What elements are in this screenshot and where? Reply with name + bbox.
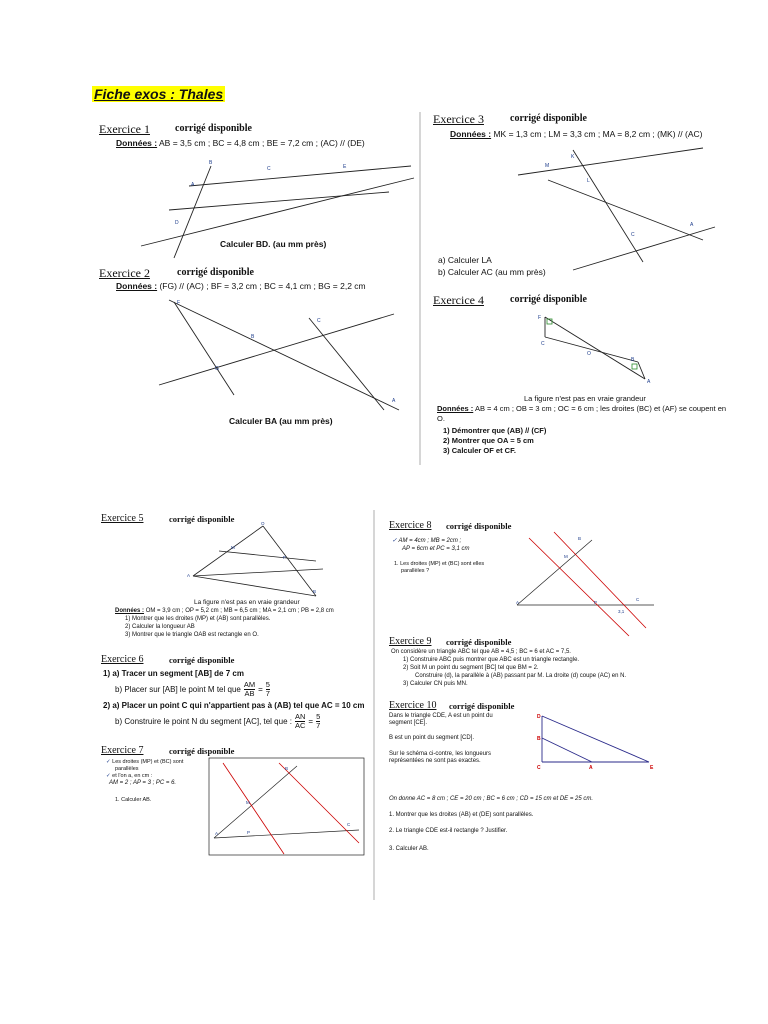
point-label: A (187, 573, 191, 578)
exercise-5 (101, 513, 371, 643)
exercise-10-question-3: 3. Calculer AB. (389, 846, 429, 852)
point-label: K (571, 154, 575, 160)
exercise-6-question-2b (115, 713, 320, 730)
bullet-text: et l'on a, en cm : (112, 773, 153, 779)
exercise-5-corrige: corrigé disponible (169, 514, 235, 524)
exercise-7-bullet-2 (106, 773, 152, 780)
exercise-6-corrige: corrigé disponible (169, 655, 235, 665)
point-label: A (589, 765, 593, 771)
exercise-10-text-1: Dans le triangle CDE, A est un point du (389, 713, 493, 719)
exercise-3-figure (433, 140, 753, 260)
exercise-6-question-1a: 1) a) Tracer un segment [AB] de 7 cm (103, 669, 244, 678)
donnees-label: Données : (116, 281, 158, 291)
exercise-4-figure (433, 307, 753, 387)
exercise-9 (389, 636, 759, 696)
point-label: A (647, 379, 651, 385)
point-label: D (175, 220, 179, 226)
exercise-7-bullet-2b: AM = 2 ; AP = 3 ; PC = 6. (109, 780, 177, 786)
exercise-7-question-1: 1. Calculer AB. (115, 797, 152, 803)
point-label: C (636, 597, 640, 602)
exercise-5-question-3: 3) Montrer que le triangle OAB est rectangle en O. (125, 632, 259, 638)
exercise-5-note: La figure n'est pas en vraie grandeur (194, 599, 300, 606)
fraction-numerator: 5 (265, 680, 270, 689)
donnees-label: Données : (116, 138, 158, 148)
point-label: C (267, 166, 271, 172)
exercise-6-question-1b (115, 681, 270, 698)
exercise-6 (101, 654, 371, 738)
fraction-denominator: 7 (265, 689, 270, 698)
exercise-10-heading: Exercice 10 (389, 700, 437, 711)
exercise-8-question-1: 1. Les droites (MP) et (BC) sont elles (394, 561, 485, 567)
fraction-denominator: 7 (316, 721, 321, 730)
point-label: O (587, 351, 591, 357)
point-label: B (313, 589, 317, 594)
donnees-label: Données : (115, 608, 145, 614)
fraction-an-ac (295, 713, 305, 730)
fraction-numerator: 5 (316, 712, 321, 721)
exercise-3 (433, 112, 753, 282)
exercise-4-donnees-end: O. (437, 414, 445, 423)
exercise-8-heading: Exercice 8 (389, 520, 432, 531)
donnees-text: AB = 4 cm ; OB = 3 cm ; OC = 6 cm ; les droites (BC) et (AF) se coupent en (474, 404, 727, 413)
donnees-text: (FG) // (AC) ; BF = 3,2 cm ; BC = 4,1 cm ; BG = 2,2 cm (159, 281, 366, 291)
exercise-4-question-3: 3) Calculer OF et CF. (443, 446, 516, 455)
bullet-text: AM = 4cm ; MB = 2cm ; (398, 538, 462, 544)
exercise-10-figure (537, 714, 677, 774)
exercise-9-corrige: corrigé disponible (446, 637, 512, 647)
exercise-9-heading: Exercice 9 (389, 636, 432, 647)
point-label: C (541, 341, 545, 347)
point-label: A (392, 398, 396, 404)
fraction-numerator: AN (294, 712, 306, 721)
fraction-numerator: AM (243, 680, 256, 689)
exercise-9-question-3: 3) Calculer CN puis MN. (403, 681, 468, 687)
exercise-10-text-1b: segment [CE]. (389, 720, 428, 726)
fraction-5-7 (316, 713, 320, 730)
exercise-10-corrige: corrigé disponible (449, 701, 515, 711)
point-label: P (283, 555, 287, 560)
donnees-label: Données : (437, 404, 474, 413)
question-text: b) Construire le point N du segment [AC], tel que : (115, 716, 292, 726)
exercise-6-heading: Exercice 6 (101, 654, 144, 665)
donnees-text: OM = 3,9 cm ; OP = 5,2 cm ; MB = 6,5 cm ; MA = 2,1 cm ; PB = 2,8 cm (145, 608, 334, 614)
point-label: A (690, 222, 694, 228)
exercise-5-question-2: 2) Calculer la longueur AB (125, 624, 195, 630)
check-icon: ✓ (106, 759, 113, 765)
point-label: F (538, 315, 542, 321)
exercise-5-question-1: 1) Montrer que les droites (MP) et (AB) sont parallèles. (125, 616, 271, 622)
exercise-3-corrige: corrigé disponible (510, 113, 587, 124)
exercise-4-note: La figure n'est pas en vraie grandeur (524, 394, 646, 403)
point-label: B (285, 766, 289, 771)
exercise-2 (99, 266, 419, 431)
equals-sign: = (308, 716, 314, 726)
point-label: O (261, 521, 265, 526)
exercise-7-bullet-1 (106, 759, 183, 766)
point-label: G (215, 366, 219, 372)
exercise-4 (433, 293, 753, 463)
exercise-8 (389, 520, 659, 635)
point-label: B (631, 357, 635, 363)
point-label: C (537, 765, 541, 771)
exercise-8-bullet-1 (392, 538, 461, 545)
question-text: b) Placer sur [AB] le point M tel que (115, 684, 241, 694)
exercise-2-heading: Exercice 2 (99, 266, 150, 280)
exercise-10 (389, 700, 759, 860)
exercise-6-question-2a: 2) a) Placer un point C qui n'appartient pas à (AB) tel que AC = 10 cm (103, 701, 365, 710)
exercise-2-task: Calculer BA (au mm près) (229, 416, 333, 426)
point-label: 3,1 (618, 609, 625, 614)
exercise-1-corrige: corrigé disponible (175, 123, 252, 134)
exercise-5-heading: Exercice 5 (101, 513, 144, 524)
exercise-10-question-1: 1. Montrer que les droites (AB) et (DE) sont parallèles. (389, 812, 534, 818)
exercise-1-heading: Exercice 1 (99, 122, 150, 136)
point-label: P (247, 830, 251, 835)
point-label: B (578, 536, 582, 541)
fraction-denominator: AB (244, 689, 255, 698)
exercise-8-bullet-1b: AP = 6cm et PC = 3,1 cm (402, 546, 470, 552)
exercise-4-corrige: corrigé disponible (510, 294, 587, 305)
check-icon: ✓ (392, 538, 399, 544)
point-label: E (343, 164, 347, 170)
exercise-2-corrige: corrigé disponible (177, 267, 254, 278)
exercise-1-donnees (116, 138, 365, 148)
donnees-label: Données : (450, 129, 492, 139)
bullet-text: Les droites (MP) et (BC) sont (112, 759, 184, 765)
fraction-5-7 (266, 681, 270, 698)
page-title: Fiche exos : Thales (94, 86, 224, 102)
exercise-4-question-2: 2) Montrer que OA = 5 cm (443, 436, 534, 445)
point-label: B (537, 736, 541, 742)
equals-sign: = (258, 684, 263, 694)
point-label: B (209, 160, 213, 166)
exercise-4-question-1: 1) Démontrer que (AB) // (CF) (443, 426, 547, 435)
exercise-4-donnees (437, 404, 726, 414)
point-label: D (537, 714, 541, 720)
fraction-denominator: AC (294, 721, 306, 730)
point-label: A (191, 182, 195, 188)
point-label: M (545, 163, 550, 169)
exercise-10-text-2: B est un point du segment [CD]. (389, 735, 475, 741)
exercise-7-bullet-1b: parallèles (115, 766, 139, 772)
exercise-1 (99, 122, 419, 257)
point-label: C (631, 232, 635, 238)
exercise-10-data: On donne AC = 8 cm ; CE = 20 cm ; BC = 6 cm ; CD = 15 cm et DE = 25 cm. (389, 796, 594, 802)
exercise-7-heading: Exercice 7 (101, 745, 144, 756)
exercise-7-corrige: corrigé disponible (169, 746, 235, 756)
exercise-3-question-a: a) Calculer LA (438, 255, 492, 265)
exercise-5-donnees (115, 608, 334, 615)
exercise-8-corrige: corrigé disponible (446, 521, 512, 531)
point-label: C (317, 318, 321, 324)
exercise-8-question-1b: parallèles ? (401, 568, 430, 574)
exercise-3-donnees (450, 129, 702, 139)
point-label: A (516, 600, 520, 605)
exercise-2-figure (99, 290, 419, 420)
point-label: A (215, 831, 219, 836)
point-label: F (177, 300, 181, 306)
point-label: M (564, 554, 568, 559)
exercise-1-task: Calculer BD. (au mm près) (220, 239, 327, 249)
check-icon: ✓ (106, 773, 113, 779)
point-label: L (587, 178, 590, 184)
point-label: C (347, 822, 351, 827)
exercise-7 (101, 745, 371, 855)
exercise-4-heading: Exercice 4 (433, 293, 484, 307)
exercise-5-figure (101, 521, 371, 601)
point-label: E (650, 765, 654, 771)
exercise-7-figure (209, 758, 365, 856)
donnees-text: AB = 3,5 cm ; BC = 4,8 cm ; BE = 7,2 cm ; (AC) // (DE) (159, 138, 365, 148)
exercise-10-text-3: Sur le schéma ci-contre, les longueurs (389, 751, 492, 757)
exercise-3-question-b: b) Calculer AC (au mm près) (438, 267, 546, 277)
point-label: M (246, 800, 250, 805)
exercise-9-intro: On considère un triangle ABC tel que AB = 4,5 ; BC = 6 et AC = 7,5. (391, 649, 571, 655)
exercise-8-figure (514, 528, 659, 636)
exercise-9-question-2: 2) Soit M un point du segment [BC] tel que BM = 2. (403, 665, 539, 671)
point-label: M (231, 545, 235, 550)
exercise-10-question-2: 2. Le triangle CDE est-il rectangle ? Justifier. (389, 828, 508, 834)
point-label: P (594, 600, 598, 605)
donnees-text: MK = 1,3 cm ; LM = 3,3 cm ; MA = 8,2 cm ; (MK) // (AC) (493, 129, 703, 139)
exercise-9-question-1: 1) Construire ABC puis montrer que ABC est un triangle rectangle. (403, 657, 580, 663)
point-label: B (251, 334, 255, 340)
exercise-3-heading: Exercice 3 (433, 112, 484, 126)
exercise-9-question-2b: Construire (d), la parallèle à (AB) passant par M. La droite (d) coupe (AC) en N. (415, 673, 627, 679)
exercise-10-text-3b: représentées ne sont pas exactes. (389, 758, 481, 764)
fraction-am-ab (244, 681, 255, 698)
